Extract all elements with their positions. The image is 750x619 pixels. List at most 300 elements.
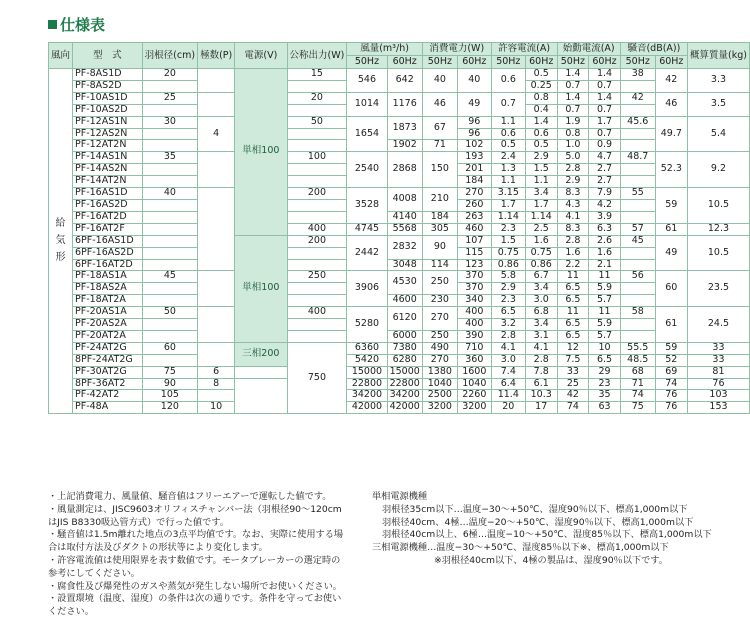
table-cell: 400 xyxy=(457,307,491,319)
note-line: ・騒音値は1.5m離れた地点の3点平均値です。なお、実際に使用する場合は取付方法及びダクトの形状等により変化します。 xyxy=(48,529,344,554)
table-cell: 30 xyxy=(142,116,197,128)
table-cell: 1.14 xyxy=(491,211,525,223)
spec-table-body xyxy=(49,69,750,414)
table-cell: 2.9 xyxy=(557,176,589,188)
table-cell: 0.7 xyxy=(557,80,589,92)
table-cell: 74 xyxy=(620,390,655,402)
table-cell: 3.4 xyxy=(525,319,557,331)
table-cell: 710 xyxy=(457,342,491,354)
table-cell: 0.86 xyxy=(491,259,525,271)
table-cell xyxy=(142,223,197,235)
table-cell: 5.7 xyxy=(589,295,621,307)
table-cell: 120 xyxy=(142,402,197,414)
table-cell: 49.7 xyxy=(655,116,687,152)
table-cell: 15000 xyxy=(347,366,387,378)
model-cell: 8PF-36AT2 xyxy=(73,378,143,390)
model-cell: PF-14AS2N xyxy=(73,164,143,176)
table-cell: 11 xyxy=(557,271,589,283)
table-row xyxy=(49,402,750,414)
table-cell: 45.6 xyxy=(620,116,655,128)
table-cell xyxy=(620,330,655,342)
table-cell: 2.3 xyxy=(491,295,525,307)
table-cell: 3.15 xyxy=(491,188,525,200)
table-cell: 8.3 xyxy=(557,223,589,235)
table-cell: 0.75 xyxy=(525,247,557,259)
table-cell xyxy=(620,295,655,307)
single-phase-condition: 羽根径35cm以下…温度−30〜+50℃、湿度90％以下、標高1,000m以下 xyxy=(382,503,688,515)
table-cell: 2.9 xyxy=(525,152,557,164)
table-cell: 49 xyxy=(457,92,491,116)
table-cell: 305 xyxy=(422,223,457,235)
table-cell: 6.5 xyxy=(557,319,589,331)
note-line: ・設置環境（温度、湿度）の条件は次の通りです。条件を守ってお使いください。 xyxy=(48,593,342,618)
table-cell xyxy=(620,319,655,331)
note-line: ・腐食性及び爆発性のガスや蒸気が発生しない場所でお使いください。 xyxy=(48,580,342,592)
table-cell xyxy=(620,259,655,271)
table-cell: 17 xyxy=(525,402,557,414)
table-cell xyxy=(287,211,347,223)
table-cell: 107 xyxy=(457,235,491,247)
single-phase-condition: 羽根径40cm、4極…温度−20〜+50℃、湿度90％以下、標高1,000m以下 xyxy=(382,516,694,528)
table-cell: 3528 xyxy=(347,188,387,224)
table-cell: 7.4 xyxy=(491,366,525,378)
table-cell: 74 xyxy=(655,378,687,390)
table-row xyxy=(49,366,750,378)
model-cell: PF-16AS1D xyxy=(73,188,143,200)
table-cell: 263 xyxy=(457,211,491,223)
table-cell: 1.4 xyxy=(525,116,557,128)
table-cell: 400 xyxy=(287,307,347,319)
header-allowed-current: 許容電流(A) xyxy=(491,43,557,56)
table-cell xyxy=(142,295,197,307)
table-cell: 1.7 xyxy=(491,199,525,211)
table-cell: 0.6 xyxy=(491,128,525,140)
table-cell: 12 xyxy=(557,342,589,354)
table-cell: 90 xyxy=(422,235,457,259)
table-cell: 58 xyxy=(620,307,655,319)
table-cell: 2.4 xyxy=(491,152,525,164)
table-cell: 10.5 xyxy=(687,188,749,224)
model-cell: 8PF-24AT2G xyxy=(73,354,143,366)
table-cell xyxy=(620,128,655,140)
table-cell: 2540 xyxy=(347,152,387,188)
note-line: ・上記消費電力、風量値、騒音値はフリーエアーで運転した値です。 xyxy=(48,491,332,502)
three-phase-condition: 三相電源機種…温度−30〜+50℃、湿度85％以下※、標高1,000m以下 xyxy=(372,542,669,554)
table-cell: 260 xyxy=(457,199,491,211)
direction-char: 給 xyxy=(55,217,66,229)
table-cell: 0.6 xyxy=(525,128,557,140)
note-line: ・風量測定は、JISC9603オリフィスチャンバー法（羽根径90〜120cmはJIS B8330吸込管方式）で行った値です。 xyxy=(48,503,342,528)
table-cell: 360 xyxy=(457,354,491,366)
table-cell: 1014 xyxy=(347,92,387,116)
table-cell: 0.6 xyxy=(491,69,525,93)
notes xyxy=(48,491,348,619)
table-cell: 7.9 xyxy=(589,188,621,200)
table-cell: 48.5 xyxy=(620,354,655,366)
table-cell: 6.1 xyxy=(525,378,557,390)
table-cell: 6000 xyxy=(387,330,422,342)
header-hz60: 60Hz xyxy=(589,56,621,69)
table-cell: 200 xyxy=(287,188,347,200)
table-cell: 200 xyxy=(287,235,347,247)
table-cell: 33 xyxy=(557,366,589,378)
section-title xyxy=(48,14,105,35)
table-cell: 5420 xyxy=(347,354,387,366)
table-cell: 3048 xyxy=(387,259,422,271)
table-cell: 1654 xyxy=(347,116,387,152)
table-cell: 1.6 xyxy=(525,235,557,247)
model-cell: PF-18AS2A xyxy=(73,283,143,295)
table-cell xyxy=(142,211,197,223)
table-cell: 25 xyxy=(557,378,589,390)
table-cell: 340 xyxy=(457,295,491,307)
table-cell: 4.7 xyxy=(589,152,621,164)
spec-table xyxy=(48,42,750,414)
table-cell: 20 xyxy=(142,69,197,81)
table-cell: 75 xyxy=(142,366,197,378)
table-cell: 6.4 xyxy=(491,378,525,390)
table-cell: 63 xyxy=(589,402,621,414)
model-cell: 6PF-16AS2D xyxy=(73,247,143,259)
table-cell xyxy=(287,104,347,116)
direction-label xyxy=(49,69,73,414)
table-cell: 45 xyxy=(620,235,655,247)
header-hz50: 50Hz xyxy=(620,56,655,69)
table-cell: 52.3 xyxy=(655,152,687,188)
table-cell: 115 xyxy=(457,247,491,259)
table-cell: 12.3 xyxy=(687,223,749,235)
table-cell: 33 xyxy=(687,354,749,366)
table-cell: 46 xyxy=(655,92,687,116)
table-cell: 6360 xyxy=(347,342,387,354)
table-row xyxy=(49,307,750,319)
table-cell: 9.2 xyxy=(687,152,749,188)
table-row xyxy=(49,140,750,152)
model-cell: PF-8AS2D xyxy=(73,80,143,92)
table-cell: 0.7 xyxy=(589,104,621,116)
table-cell: 1.0 xyxy=(557,140,589,152)
table-cell: 390 xyxy=(457,330,491,342)
table-cell: 24.5 xyxy=(687,307,749,343)
table-cell: 0.7 xyxy=(557,104,589,116)
table-cell: 2.8 xyxy=(557,164,589,176)
table-cell: 23.5 xyxy=(687,271,749,307)
table-cell: 2.9 xyxy=(491,283,525,295)
table-cell: 11 xyxy=(557,307,589,319)
table-cell: 400 xyxy=(287,223,347,235)
table-cell: 1176 xyxy=(387,92,422,116)
table-cell: 6.5 xyxy=(491,307,525,319)
table-cell: 460 xyxy=(457,223,491,235)
table-cell xyxy=(620,164,655,176)
table-cell xyxy=(142,104,197,116)
table-cell: 4.2 xyxy=(589,199,621,211)
table-cell: 103 xyxy=(687,390,749,402)
model-cell: PF-20AS2A xyxy=(73,319,143,331)
table-cell: 0.8 xyxy=(525,92,557,104)
model-cell: PF-8AS1D xyxy=(73,69,143,81)
three-phase-note: ※羽根径40cm以下、4極の製品は、湿度90％以下です。 xyxy=(434,554,668,566)
table-cell xyxy=(287,330,347,342)
header-hz50: 50Hz xyxy=(422,56,457,69)
table-cell: 49 xyxy=(655,235,687,271)
table-cell: 45 xyxy=(142,271,197,283)
table-cell: 74 xyxy=(557,402,589,414)
table-cell: 6.5 xyxy=(589,354,621,366)
table-cell: 61 xyxy=(655,223,687,235)
table-cell: 2.3 xyxy=(491,223,525,235)
table-row xyxy=(49,211,750,223)
table-cell: 0.9 xyxy=(589,140,621,152)
table-cell: 40 xyxy=(457,69,491,93)
table-cell: 34200 xyxy=(347,390,387,402)
header-power-supply: 電源(V) xyxy=(235,43,287,69)
table-cell: 35 xyxy=(589,390,621,402)
table-cell: 100 xyxy=(287,152,347,164)
single-phase-condition: 羽根径40cm以上、6極…温度−10〜+50℃、湿度85％以下、標高1,000m以下 xyxy=(382,529,712,541)
model-cell: PF-16AS2D xyxy=(73,199,143,211)
table-cell: 5.9 xyxy=(589,283,621,295)
table-cell xyxy=(198,271,235,307)
table-cell: 2.6 xyxy=(589,235,621,247)
table-cell xyxy=(142,140,197,152)
square-icon xyxy=(48,20,57,29)
table-cell: 48.7 xyxy=(620,152,655,164)
table-cell: 35 xyxy=(142,152,197,164)
table-cell: 1600 xyxy=(457,366,491,378)
table-cell: 0.86 xyxy=(525,259,557,271)
table-cell: 1.9 xyxy=(557,116,589,128)
single-phase-title: 単相電源機種 xyxy=(372,491,428,502)
table-cell: 単相100 xyxy=(235,235,287,342)
table-cell: 184 xyxy=(457,176,491,188)
table-cell: 5.0 xyxy=(557,152,589,164)
table-row xyxy=(49,116,750,128)
model-cell: PF-20AS1A xyxy=(73,307,143,319)
table-cell: 単相100 xyxy=(235,69,287,236)
model-cell: 6PF-16AS1D xyxy=(73,235,143,247)
table-cell xyxy=(620,80,655,92)
table-cell: 1040 xyxy=(457,378,491,390)
table-cell: 10.3 xyxy=(525,390,557,402)
table-cell: 0.75 xyxy=(491,247,525,259)
table-cell: 4 xyxy=(198,116,235,152)
table-row xyxy=(49,92,750,104)
table-cell: 6.3 xyxy=(589,223,621,235)
table-cell: 6.5 xyxy=(557,295,589,307)
model-cell: PF-16AT2D xyxy=(73,211,143,223)
table-row xyxy=(49,235,750,247)
table-cell: 114 xyxy=(422,259,457,271)
table-cell: 46 xyxy=(422,92,457,116)
table-cell: 750 xyxy=(287,342,347,413)
table-cell: 0.7 xyxy=(589,128,621,140)
table-cell: 76 xyxy=(655,390,687,402)
table-cell: 210 xyxy=(422,188,457,212)
table-cell: 1.5 xyxy=(525,164,557,176)
table-cell: 270 xyxy=(422,307,457,331)
table-cell: 56 xyxy=(620,271,655,283)
table-cell: 400 xyxy=(457,319,491,331)
header-consumption: 消費電力(W) xyxy=(422,43,491,56)
model-cell: PF-10AS1D xyxy=(73,92,143,104)
header-hz50: 50Hz xyxy=(557,56,589,69)
table-cell xyxy=(620,283,655,295)
model-cell: PF-18AT2A xyxy=(73,295,143,307)
table-cell: 270 xyxy=(422,354,457,366)
table-cell xyxy=(287,199,347,211)
model-cell: PF-20AT2A xyxy=(73,330,143,342)
table-cell: 0.25 xyxy=(525,80,557,92)
table-cell xyxy=(142,354,197,366)
table-cell xyxy=(620,247,655,259)
table-cell: 6280 xyxy=(387,354,422,366)
table-cell: 10 xyxy=(589,342,621,354)
table-cell xyxy=(287,283,347,295)
header-hz60: 60Hz xyxy=(655,56,687,69)
table-cell: 三相200 xyxy=(235,342,287,366)
table-cell: 10.5 xyxy=(687,235,749,271)
table-cell: 4.1 xyxy=(525,342,557,354)
table-row xyxy=(49,188,750,200)
model-cell: PF-48A xyxy=(73,402,143,414)
direction-char: 形 xyxy=(55,251,66,263)
table-cell: 0.7 xyxy=(589,80,621,92)
table-row xyxy=(49,223,750,235)
table-cell: 193 xyxy=(457,152,491,164)
table-cell: 2.7 xyxy=(589,164,621,176)
table-row xyxy=(49,378,750,390)
table-cell: 0.5 xyxy=(525,140,557,152)
table-cell: 0.5 xyxy=(491,140,525,152)
table-cell: 33 xyxy=(687,342,749,354)
header-hz50: 50Hz xyxy=(491,56,525,69)
table-cell xyxy=(198,188,235,271)
table-cell: 10 xyxy=(198,402,235,414)
table-cell xyxy=(287,247,347,259)
table-cell: 76 xyxy=(687,378,749,390)
table-cell: 69 xyxy=(655,366,687,378)
model-cell: PF-16AT2F xyxy=(73,223,143,235)
table-cell: 1.4 xyxy=(557,69,589,81)
table-cell: 11 xyxy=(589,307,621,319)
header-direction: 風向 xyxy=(49,43,73,69)
table-cell: 3.4 xyxy=(525,283,557,295)
table-cell xyxy=(198,342,235,366)
table-cell xyxy=(287,295,347,307)
table-cell: 4600 xyxy=(387,295,422,307)
table-cell xyxy=(620,176,655,188)
table-cell: 23 xyxy=(589,378,621,390)
header-airflow: 風量(m³/h) xyxy=(347,43,422,56)
header-hz60: 60Hz xyxy=(525,56,557,69)
table-cell: 3200 xyxy=(422,402,457,414)
table-cell: 2.5 xyxy=(525,223,557,235)
table-cell: 42000 xyxy=(387,402,422,414)
table-cell: 1.6 xyxy=(557,247,589,259)
table-cell: 60 xyxy=(142,342,197,354)
table-cell: 1.6 xyxy=(589,247,621,259)
table-cell: 2.8 xyxy=(557,235,589,247)
table-cell: 6120 xyxy=(387,307,422,331)
table-cell: 1040 xyxy=(422,378,457,390)
table-cell: 11 xyxy=(589,271,621,283)
model-cell: PF-14AS1N xyxy=(73,152,143,164)
table-cell: 7.8 xyxy=(525,366,557,378)
table-cell: 1.4 xyxy=(557,92,589,104)
table-cell: 38 xyxy=(620,69,655,81)
model-cell: PF-24AT2G xyxy=(73,342,143,354)
table-cell: 2.2 xyxy=(557,259,589,271)
table-row xyxy=(49,295,750,307)
table-cell: 1.14 xyxy=(525,211,557,223)
table-cell xyxy=(142,247,197,259)
header-hz60: 60Hz xyxy=(457,56,491,69)
table-cell: 96 xyxy=(457,116,491,128)
table-cell: 1.7 xyxy=(589,116,621,128)
table-cell xyxy=(235,378,287,414)
table-cell: 59 xyxy=(655,188,687,224)
table-cell: 68 xyxy=(620,366,655,378)
table-cell: 153 xyxy=(687,402,749,414)
table-cell: 71 xyxy=(620,378,655,390)
table-cell xyxy=(142,128,197,140)
table-cell: 8 xyxy=(198,378,235,390)
table-cell xyxy=(198,307,235,343)
table-cell: 76 xyxy=(655,402,687,414)
table-cell: 34200 xyxy=(387,390,422,402)
table-cell: 1.1 xyxy=(491,116,525,128)
table-cell: 59 xyxy=(655,342,687,354)
table-cell: 3906 xyxy=(347,271,387,307)
table-cell: 22800 xyxy=(387,378,422,390)
table-cell xyxy=(287,259,347,271)
table-cell: 57 xyxy=(620,223,655,235)
table-cell: 4530 xyxy=(387,271,422,295)
table-cell xyxy=(287,80,347,92)
header-weight: 概算質量(kg) xyxy=(687,43,749,69)
header-model: 型 式 xyxy=(73,43,143,69)
table-cell: 1873 xyxy=(387,116,422,140)
table-row xyxy=(49,342,750,354)
header-hz60: 60Hz xyxy=(387,56,422,69)
table-cell: 1902 xyxy=(387,140,422,152)
table-cell: 150 xyxy=(422,152,457,188)
table-cell: 5.8 xyxy=(491,271,525,283)
table-cell xyxy=(142,164,197,176)
table-cell: 6.5 xyxy=(557,283,589,295)
table-cell: 55 xyxy=(620,188,655,200)
table-cell: 123 xyxy=(457,259,491,271)
header-hz50: 50Hz xyxy=(347,56,387,69)
table-cell: 105 xyxy=(142,390,197,402)
table-cell: 2500 xyxy=(422,390,457,402)
table-cell: 3.0 xyxy=(525,295,557,307)
table-cell xyxy=(142,259,197,271)
table-cell: 2.8 xyxy=(491,330,525,342)
table-cell: 29 xyxy=(589,366,621,378)
table-cell: 5.7 xyxy=(589,330,621,342)
table-row xyxy=(49,152,750,164)
table-cell: 67 xyxy=(422,116,457,140)
table-cell xyxy=(142,235,197,247)
model-cell: PF-12AS1N xyxy=(73,116,143,128)
environment-conditions xyxy=(372,491,712,568)
header-noise: 騒音(dB(A)) xyxy=(620,43,687,56)
table-cell: 52 xyxy=(655,354,687,366)
table-cell xyxy=(620,199,655,211)
table-cell: 2.8 xyxy=(525,354,557,366)
